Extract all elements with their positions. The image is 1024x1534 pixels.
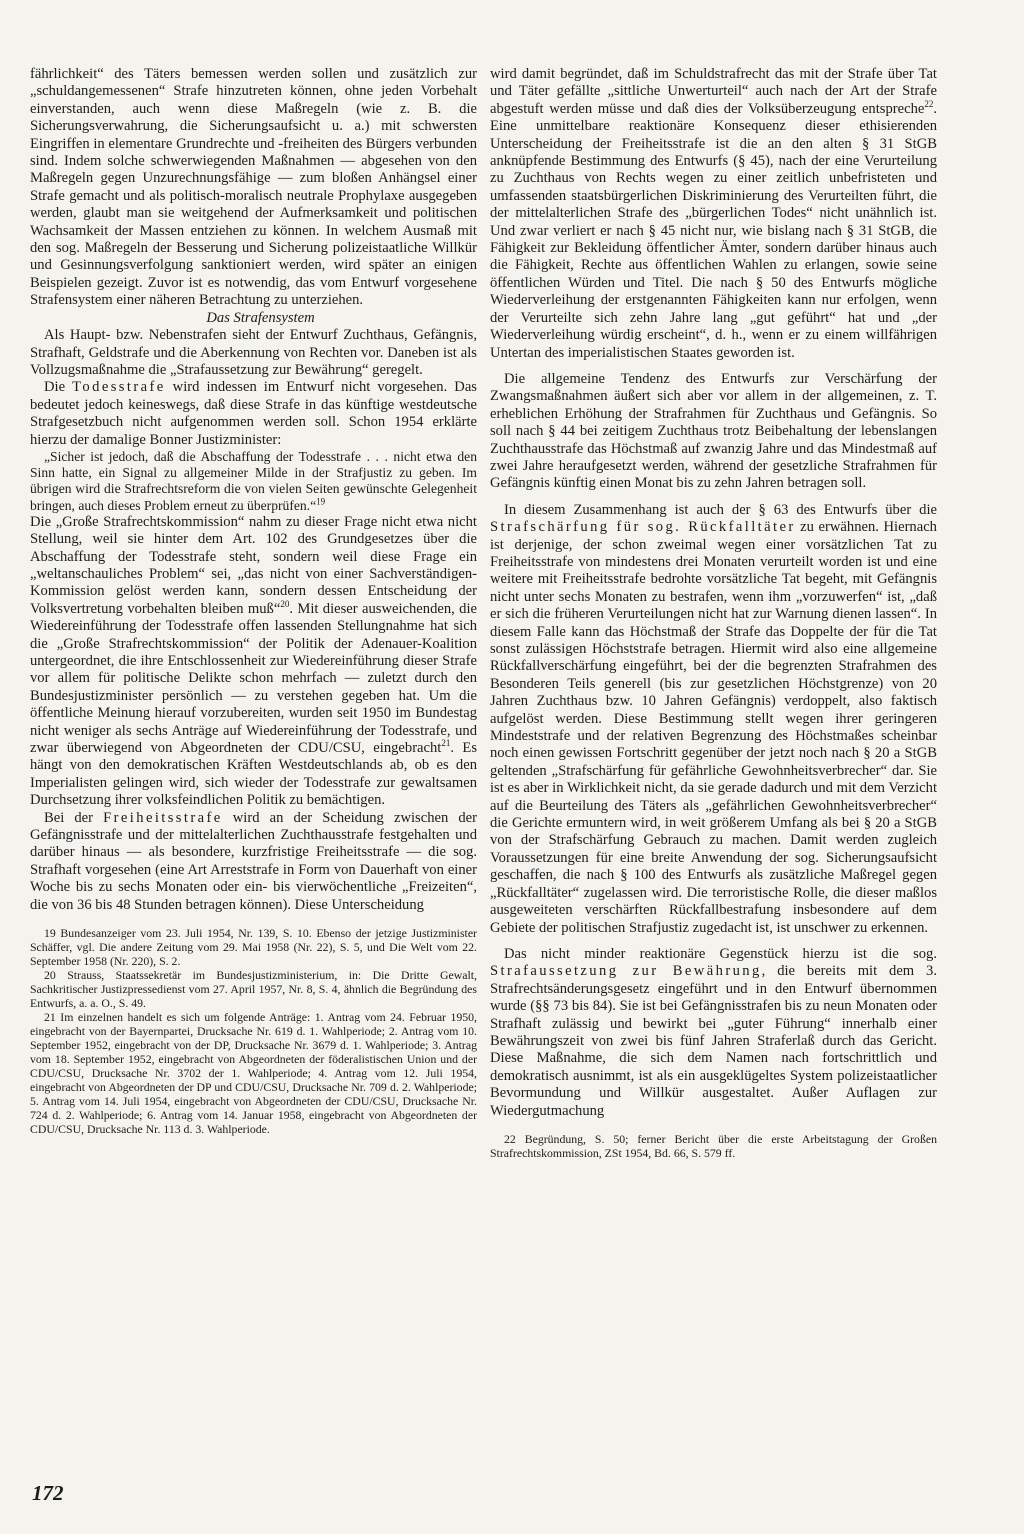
paragraph: Bei der Freiheitsstrafe wird an der Scheidung zwischen der Gefängnisstrafe und der mittelalterlichen Zuchthausstrafe festgehalten und darüber hinaus — als besondere, kurzfristige Freiheitsstrafe — die sog. Strafhaft vorgesehen (eine Art Arreststrafe in Form von Dauerhaft von einer Woche bis zu sechs Monaten oder ein- bis vierwöchentliche „Freizeiten“, die von 36 bis 48 Stunden betragen können). Diese Unterscheidung xyxy=(30,809,478,913)
paragraph: In diesem Zusammenhang ist auch der § 63 des Entwurfs über die Strafschärfung für sog. Rückfalltäter zu erwähnen. Hiernach ist derjenige, der schon zweimal wegen einer vorsätzlichen Tat zu Freiheitsstrafe von mindestens drei Monaten verurteilt worden ist und eine weitere mit Freiheitsstrafe bedrohte vorsätzliche Tat begeht, mit Gefängnis nicht unter sechs Monaten zu bestrafen, wenn ihm „vorzuwerfen“ ist, „daß er sich die früheren Verurteilungen nicht hat zur Warnung dienen lassen“. In diesem Falle kann das Höchstmaß der Strafe das Doppelte der für die Tat sonst zulässigen Höchststrafe betragen. Hiermit wird also eine allgemeine Rückfallverschärfung eingeführt, bei der die begrenzten Strafrahmen des Besonderen Teils generell (bis zur gesetzlichen Höchstgrenze) von 20 Jahren Zuchthaus bzw. 10 Jahren Gefängnis) verdoppelt, also faktisch aufgelöst werden. Diese Bestimmung stellt wegen ihrer geringeren Mindeststrafe und der relativen Begrenzung des Höchstmaßes scheinbar noch einen gewissen Fortschritt gegenüber der jetzt noch nach § 20 a StGB geltenden „Strafschärfung für gefährliche Gewohnheitsverbrecher“ dar. Sie ist es aber in Wirklichkeit nicht, da sie gerade dadurch und mit dem Verzicht auf die Beurteilung des Täters als „gefährlichen Gewohnheitsverbrecher“ die Gerichte ermuntern wird, in weit größerem Umfang als bei § 20 a StGB von der Strafschärfung Gebrauch zu machen. Damit werden zugleich Voraussetzungen für eine breite Anwendung der sog. Sicherungsaufsicht geschaffen, die nach § 100 des Entwurfs als zusätzliche Maßregel gegen „Rückfalltäter“ zugelassen wird. Die terroristische Rolle, die dieser maßlos ausgeweiteten verschärften Rückfallbestrafung insbesondere auf dem Gebiete der politischen Strafjustiz zugedacht ist, ist unschwer zu erkennen. xyxy=(490,501,937,936)
footnote-ref: 19 xyxy=(316,496,326,507)
footnote: 22 Begründung, S. 50; ferner Bericht über die erste Arbeitstagung der Großen Strafrechtskommission, ZSt 1954, Bd. 66, S. 579 ff. xyxy=(490,1131,937,1160)
left-column xyxy=(30,66,477,1136)
right-column xyxy=(490,66,937,1160)
footnotes xyxy=(490,1132,937,1160)
section-heading: Das Strafensystem xyxy=(206,309,315,326)
page-number: 172 xyxy=(32,1481,64,1505)
footnotes xyxy=(30,926,477,1136)
footnote: 20 Strauss, Staatssekretär im Bundesjustizministerium, in: Die Dritte Gewalt, Sachkritischer Justizpressedienst vom 27. April 1957, Nr. 8, S. 4, ähnlich die Begründung des Entwurfs, a. a. O., S. 49. xyxy=(30,968,477,1011)
paragraph: Die „Große Strafrechtskommission“ nahm zu dieser Frage nicht etwa nicht Stellung, weil sie hinter dem Art. 102 des Grundgesetzes über die Abschaffung der Todesstrafe steht, sondern weil diese Frage ein „weltanschauliches Problem“ sei, „das nicht von einer Sachverständigen-Kommission gelöst werden kann, sondern dessen Entscheidung der Volksvertretung vorbehalten bleiben muß“$^{20}$. Mit dieser ausweichenden, die Wiedereinführung der Todesstrafe offen lassenden Stellungnahme hat sich die „Große Strafrechtskommission“ der Politik der Adenauer-Koalition untergeordnet, die ihre Entschlossenheit zur Wiedereinführung dieser Strafe vor allem für politische Delikte schon mehrfach — zuletzt durch den Bundesjustizminister persönlich — zu verstehen gegeben hat. Um die öffentliche Meinung hierauf vorzubereiten, wurden seit 1950 im Bundestag nicht weniger als sechs Anträge auf Wiedereinführung der Todesstrafe, und zwar überwiegend von Abgeordneten der CDU/CSU, eingebracht$^{21}$. Es hängt von den demokratischen Kräften Westdeutschlands ab, ob es den Imperialisten gelingen wird, sich wieder der Todesstrafe zur gewaltsamen Durchsetzung ihrer volksfeindlichen Politik zu bemächtigen. xyxy=(30,513,477,809)
paragraph: Als Haupt- bzw. Nebenstrafen sieht der Entwurf Zuchthaus, Gefängnis, Strafhaft, Geldstrafe und die Aberkennung von Rechten vor. Daneben ist als Vollzugsmaßnahme die „Strafaussetzung zur Bewährung“ geregelt. xyxy=(30,327,477,378)
footnote: 19 Bundesanzeiger vom 23. Juli 1954, Nr. 139, S. 10. Ebenso der jetzige Justizminister Schäffer, vgl. Die andere Zeitung vom 29. Mai 1958 (Nr. 22), S. 5, und Die Welt vom 22. September 1958 (Nr. 220), S. 2. xyxy=(30,926,477,969)
emphasis: Strafschärfung für sog. Rückfalltäter xyxy=(490,519,796,536)
block-quote: „Sicher ist jedoch, daß die Abschaffung der Todesstrafe . . . nicht etwa den Sinn hatte, ein Signal zu allgemeiner Milde in der Strafjustiz zu geben. Im übrigen wird die Strafrechtsreform die von vielen Seiten gewünschte Gelegenheit bringen, auch dieses Problem erneut zu überprüfen.“$^{19}$ xyxy=(30,448,477,513)
paragraph: Die Todesstrafe wird indessen im Entwurf nicht vorgesehen. Das bedeutet jedoch keineswegs, daß diese Strafe in das künftige westdeutsche Strafgesetzbuch nicht aufgenommen werden soll. Schon 1954 erklärte hierzu der damalige Bonner Justizminister: xyxy=(30,379,477,448)
paragraph: wird damit begründet, daß im Schuldstrafrecht das mit der Strafe über Tat und Täter gefällte „sittliche Unwerturteil“ auch nach der Art der Strafe abgestuft werden müsse und daß dies der Volksüberzeugung entspreche$^{22}$. Eine unmittelbare reaktionäre Konsequenz dieser ethisierenden Unterscheidung der Freiheitsstrafe ist die an den alten § 31 StGB anknüpfende Bestimmung des Entwurfs (§ 45), nach der eine Verurteilung zu Zuchthaus von Rechts wegen zu einer zeitlich unbefristeten und umfassenden staatsbürgerlichen Diskriminierung des Verurteilten führt, die der mittelalterlichen Strafe des „bürgerlichen Todes“ nicht unähnlich ist. Und zwar verliert er nach § 45 nicht nur, wie bislang nach § 31 StGB, die Fähigkeit zur Bekleidung öffentlicher Ämter, sondern darüber hinaus auch die Fähigkeit, Rechte aus öffentlichen Wahlen zu erlangen, sowie seine öffentlichen Würden und Titel. Die nach § 50 des Entwurfs mögliche Wiederverleihung der erstgenannten Fähigkeiten kann nur erfolgen, wenn der Verurteilte sich zehn Jahre lang „gut geführt“ hat und „der Wiederverleihung würdig erscheint“, d. h., wenn er zu einem willfährigen Untertan des imperialistischen Staates geworden ist. xyxy=(490,66,937,361)
emphasis: Strafaussetzung zur Bewährung xyxy=(490,963,762,980)
paragraph: Die allgemeine Tendenz des Entwurfs zur Verschärfung der Zwangsmaßnahmen äußert sich aber vor allem in der allgemeinen, z. T. erheblichen Erhöhung der Strafrahmen für Zuchthaus und Gefängnis. So soll nach § 44 bei zeitigem Zuchthaus trotz Beibehaltung der lebenslangen Zuchthausstrafe das Höchstmaß auf zwanzig Jahre und das Mindestmaß auf zwei Jahre heraufgesetzt werden, während der gesetzliche Strafrahmen für Gefängnis künftig einen Monat bis zu zehn Jahren betragen soll. xyxy=(490,370,937,492)
paragraph: Das nicht minder reaktionäre Gegenstück hierzu ist die sog. Strafaussetzung zur Bewährung, die bereits mit dem 3. Strafrechtsänderungsgesetz eingeführt und in den Entwurf übernommen wurde (§§ 73 bis 84). Sie ist bei Gefängnisstrafen bis zu neun Monaten oder Strafhaft zulässig und bewirkt bei „guter Führung“ innerhalb einer Bewährungszeit von zwei bis fünf Jahren Straferlaß durch das Gericht. Diese Maßnahme, die sich dem Namen nach fortschrittlich und demokratisch ausnimmt, ist als ein ausgeklügeltes System polizeistaatlicher Bevormundung und Willkür ausgestaltet. Außer Auflagen zur Wiedergutmachung xyxy=(490,945,937,1119)
footnote-ref: 21 xyxy=(441,738,451,749)
paragraph: fährlichkeit“ des Täters bemessen werden sollen und zusätzlich zur „schuldangemessenen“ Strafe hinzutreten können, ohne jeden Vorbehalt einverstanden, auch wenn diese Maßregeln (wie z. B. die Sicherungsverwahrung, die Sicherungsaufsicht u. a.) mit schwersten Eingriffen in elementare Grundrechte und -freiheiten des Bürgers verbunden sind. Indem solche schwerwiegenden Maßnahmen — abgesehen von den Maßregeln gegen Unzurechnungsfähige — zum bloßen Anhängsel einer Strafe gemacht und als politisch-moralisch neutrale Prophylaxe ausgegeben werden, glaubt man sie weitgehend der Aufmerksamkeit und politischen Wachsamkeit der Massen entziehen zu können. In welchem Ausmaß mit den sog. Maßregeln der Besserung und Sicherung polizeistaatliche Willkür und Gesinnungsverfolgung sanktioniert werden, wird später an einigen Beispielen gezeigt. Zuvor ist es notwendig, das vom Entwurf vorgesehene Strafensystem einer näheren Betrachtung zu unterziehen. xyxy=(30,66,477,309)
footnote-ref: 22 xyxy=(924,98,934,109)
emphasis: Freiheitsstrafe xyxy=(103,809,223,826)
emphasis: Todesstrafe xyxy=(72,379,166,396)
footnote: 21 Im einzelnen handelt es sich um folgende Anträge: 1. Antrag vom 24. Februar 1950, eingebracht von der Bayernpartei, Drucksache Nr. 619 d. 1. Wahlperiode; 2. Antrag vom 10. September 1952, eingebracht von der DP, Drucksache Nr. 3679 d. 1. Wahlperiode; 3. Antrag vom 18. September 1952, eingebracht von Abgeordneten der föderalistischen Union und der CDU/CSU, Drucksache Nr. 3702 der 1. Wahlperiode; 4. Antrag vom 12. Juli 1954, eingebracht von Abgeordneten der DP und CDU/CSU, Drucksache Nr. 709 d. 2. Wahlperiode; 5. Antrag vom 14. Juli 1954, eingebracht von Abgeordneten der CDU/CSU, Drucksache Nr. 724 d. 2. Wahlperiode; 6. Antrag vom 14. Januar 1958, eingebracht von Abgeordneten der CDU/CSU, Drucksache Nr. 113 d. 3. Wahlperiode. xyxy=(30,1010,477,1137)
footnote-ref: 20 xyxy=(280,598,290,609)
